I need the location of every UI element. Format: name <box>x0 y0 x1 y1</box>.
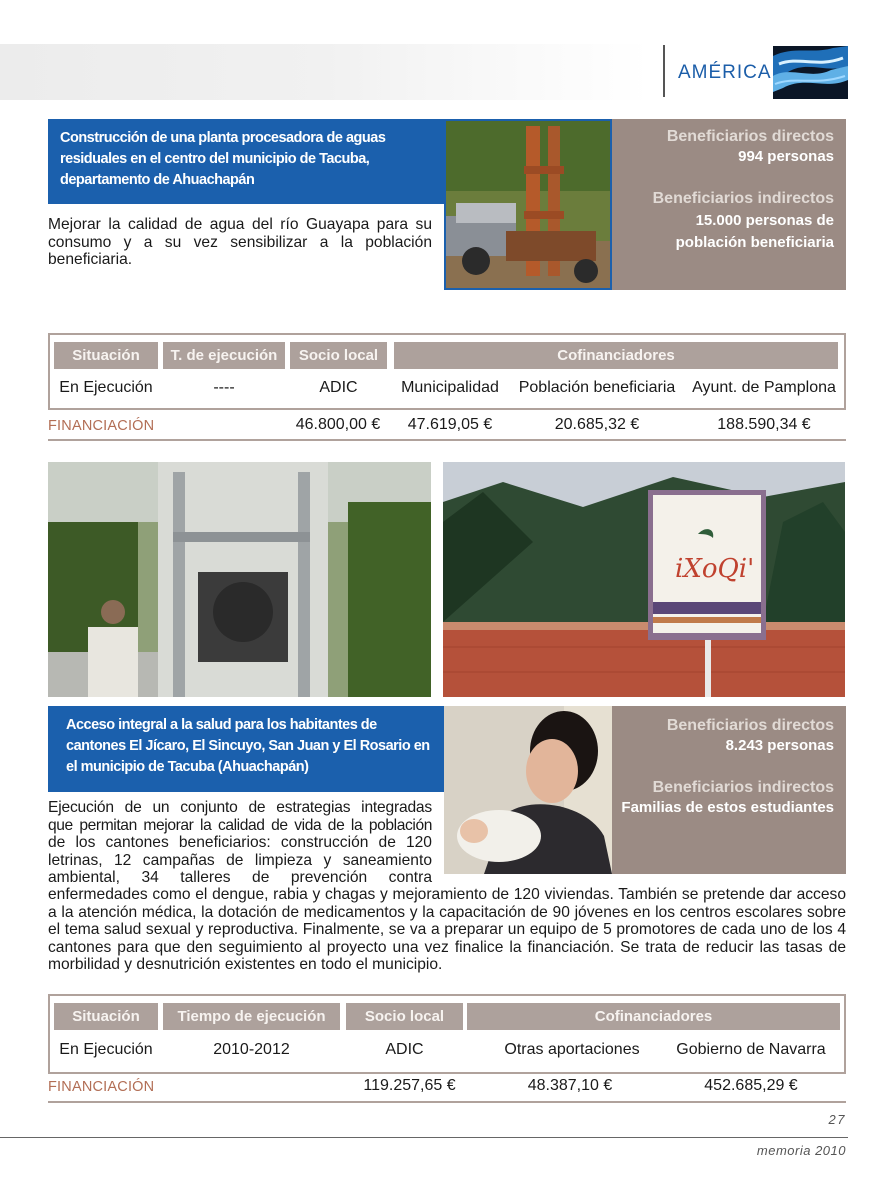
table-header-socio: Socio local <box>290 342 387 369</box>
header-divider <box>663 45 665 97</box>
project2-description-wide: enfermedades como el dengue, rabia y chagas y mejoramiento de 120 viviendas. También se pretende dar acceso a la atención médica, la dotación de medicamentos y la capacitación de 90 jóvenes en los centros escolares sobre el tema salud sexual y reproductiva. Finalmente, se va a preparar un equipo de 5 promotores de cada uno de los 4 cantones para que den seguimiento al proyecto una vez finalice la financiación. Se trata de reducir las tasas de morbilidad y desnutrición existentes en todo el municipio. <box>48 886 846 973</box>
description-line: de los cantones beneficiarios: construcción de 120 <box>48 834 432 851</box>
project2-beneficiaries <box>612 706 846 874</box>
indirect-beneficiaries-value: población beneficiaria <box>675 234 834 251</box>
indirect-beneficiaries-value: Familias de estos estudiantes <box>621 799 834 816</box>
cell-socio: ADIC <box>385 1041 424 1058</box>
project1-beneficiaries <box>612 119 846 290</box>
cell-cofinanciador: Población beneficiaria <box>518 379 676 396</box>
financiacion-divider <box>48 1101 846 1103</box>
financiacion-divider <box>48 439 846 441</box>
financiacion-value: 47.619,05 € <box>407 416 493 433</box>
section-logo-image <box>773 46 848 99</box>
table-header-cofinanciadores: Cofinanciadores <box>467 1003 840 1030</box>
table-header-tiempo: T. de ejecución <box>163 342 285 369</box>
table-header-situacion: Situación <box>54 342 158 369</box>
direct-beneficiaries-value: 8.243 personas <box>725 737 834 754</box>
indirect-beneficiaries-label: Beneficiarios indirectos <box>652 779 834 796</box>
cell-cofinanciador: Gobierno de Navarra <box>676 1041 826 1058</box>
table-header-situacion: Situación <box>54 1003 158 1030</box>
cell-situacion: En Ejecución <box>59 1041 153 1058</box>
financiacion-label: FINANCIACIÓN <box>48 1079 155 1095</box>
financiacion-value: 188.590,34 € <box>717 416 811 433</box>
financiacion-value: 452.685,29 € <box>704 1077 798 1094</box>
cell-cofinanciador: Otras aportaciones <box>504 1041 640 1058</box>
description-line: letrinas, 12 campañas de limpieza y saneamiento <box>48 851 432 869</box>
table-header-tiempo: Tiempo de ejecución <box>163 1003 340 1030</box>
cell-situacion: En Ejecución <box>59 379 153 396</box>
ixoqi-sign-photo <box>443 462 845 697</box>
footer-divider <box>0 1137 848 1138</box>
project1-description: Mejorar la calidad de agua del río Guayapa para su consumo y a su vez sensibilizar a la población beneficiaria. <box>48 216 432 268</box>
table-header-socio: Socio local <box>346 1003 463 1030</box>
project2-description-narrow <box>48 799 432 887</box>
financiacion-value: 119.257,65 € <box>363 1077 456 1094</box>
direct-beneficiaries-label: Beneficiarios directos <box>666 128 834 145</box>
worker-machinery-photo <box>48 462 431 697</box>
header-band <box>0 44 650 100</box>
drilling-rig-photo <box>444 119 612 290</box>
description-line: ambiental, 34 talleres de prevención contra <box>48 869 432 886</box>
project2-title: Acceso integral a la salud para los habitantes de cantones El Jícaro, El Sincuyo, San Juan y El Rosario en el municipio de Tacuba (Ahuachapán) <box>48 706 444 792</box>
financiacion-value: 48.387,10 € <box>527 1077 613 1094</box>
indirect-beneficiaries-label: Beneficiarios indirectos <box>652 190 834 207</box>
financiacion-label: FINANCIACIÓN <box>48 418 155 434</box>
financiacion-value: 20.685,32 € <box>554 416 640 433</box>
description-line: Ejecución de un conjunto de estrategias integradas <box>48 799 432 816</box>
description-line: que permitan mejorar la calidad de vida de la población <box>48 816 432 834</box>
cell-cofinanciador: Municipalidad <box>401 379 499 396</box>
cell-tiempo: 2010-2012 <box>213 1041 290 1058</box>
publication-title: memoria 2010 <box>756 1143 846 1158</box>
cell-cofinanciador: Ayunt. de Pamplona <box>692 379 836 396</box>
financiacion-value: 46.800,00 € <box>295 416 381 433</box>
indirect-beneficiaries-value: 15.000 personas de <box>695 212 834 229</box>
direct-beneficiaries-label: Beneficiarios directos <box>666 717 834 734</box>
table-header-cofinanciadores: Cofinanciadores <box>394 342 838 369</box>
section-title: AMÉRICA <box>678 62 772 83</box>
page-number: 27 <box>828 1112 846 1127</box>
mother-baby-photo <box>444 706 612 874</box>
sign-brand-text: iXoQi' <box>675 554 755 584</box>
cell-socio: ADIC <box>319 379 358 396</box>
direct-beneficiaries-value: 994 personas <box>738 148 834 165</box>
project1-title: Construcción de una planta procesadora de aguas residuales en el centro del municipio de Tacuba, departamento de Ahuachapán <box>48 119 444 204</box>
cell-tiempo: ---- <box>213 379 235 396</box>
